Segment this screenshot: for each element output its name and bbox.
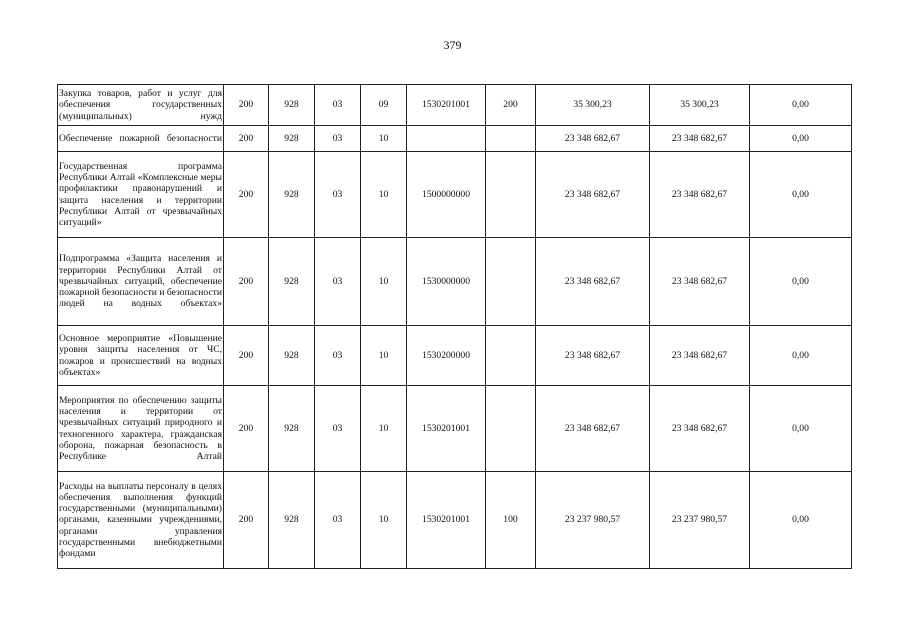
row-amount-planned: 35 300,23 — [536, 85, 650, 126]
row-code-section: 03 — [315, 85, 361, 126]
row-amount-executed: 35 300,23 — [650, 85, 750, 126]
row-code-section: 03 — [315, 126, 361, 152]
row-amount-planned: 23 348 682,67 — [536, 152, 650, 238]
row-code-admin: 200 — [224, 326, 269, 386]
table-row — [58, 126, 852, 152]
row-name: Государственная программа Республики Алтай «Комплексные меры профилактики правонарушений и защита населения и территории Республики Алтай от чрезвычайных ситуаций» — [58, 152, 224, 238]
row-amount-planned: 23 237 980,57 — [536, 472, 650, 569]
row-code-ministry: 928 — [269, 85, 315, 126]
row-code-section: 03 — [315, 152, 361, 238]
row-code-admin: 200 — [224, 386, 269, 472]
row-amount-remainder: 0,00 — [750, 152, 852, 238]
table-row — [58, 326, 852, 386]
row-amount-planned: 23 348 682,67 — [536, 126, 650, 152]
row-code-expense-type: 200 — [486, 85, 536, 126]
row-amount-executed: 23 237 980,57 — [650, 472, 750, 569]
row-code-target: 1530201001 — [407, 386, 486, 472]
row-code-expense-type — [486, 326, 536, 386]
row-name: Обеспечение пожарной безопасности — [58, 126, 224, 152]
row-code-expense-type — [486, 238, 536, 326]
budget-table — [57, 84, 852, 569]
row-code-ministry: 928 — [269, 126, 315, 152]
row-amount-remainder: 0,00 — [750, 238, 852, 326]
row-code-ministry: 928 — [269, 152, 315, 238]
row-code-subsection: 10 — [361, 472, 407, 569]
row-code-subsection: 10 — [361, 126, 407, 152]
row-code-section: 03 — [315, 326, 361, 386]
row-amount-remainder: 0,00 — [750, 326, 852, 386]
table-row — [58, 152, 852, 238]
row-code-target — [407, 126, 486, 152]
row-amount-remainder: 0,00 — [750, 126, 852, 152]
row-code-target: 1530000000 — [407, 238, 486, 326]
row-amount-planned: 23 348 682,67 — [536, 326, 650, 386]
row-amount-executed: 23 348 682,67 — [650, 326, 750, 386]
row-code-ministry: 928 — [269, 238, 315, 326]
table-row — [58, 238, 852, 326]
row-code-subsection: 10 — [361, 152, 407, 238]
row-code-ministry: 928 — [269, 472, 315, 569]
table-row — [58, 386, 852, 472]
row-code-admin: 200 — [224, 238, 269, 326]
row-code-section: 03 — [315, 472, 361, 569]
row-code-admin: 200 — [224, 85, 269, 126]
row-code-ministry: 928 — [269, 326, 315, 386]
row-code-subsection: 10 — [361, 326, 407, 386]
row-name: Мероприятия по обеспечению защиты населения и территории от чрезвычайных ситуаций природного и техногенного характера, гражданская оборона, пожарная безопасность в Республике Алтай — [58, 386, 224, 472]
row-amount-executed: 23 348 682,67 — [650, 238, 750, 326]
row-amount-executed: 23 348 682,67 — [650, 386, 750, 472]
row-amount-planned: 23 348 682,67 — [536, 386, 650, 472]
row-code-section: 03 — [315, 238, 361, 326]
row-name: Закупка товаров, работ и услуг для обеспечения государственных (муниципальных) нужд — [58, 85, 224, 126]
table-row — [58, 85, 852, 126]
row-code-section: 03 — [315, 386, 361, 472]
row-amount-remainder: 0,00 — [750, 386, 852, 472]
row-code-subsection: 10 — [361, 238, 407, 326]
row-code-expense-type — [486, 152, 536, 238]
row-name: Основное мероприятие «Повышение уровня защиты населения от ЧС, пожаров и происшествий на водных объектах» — [58, 326, 224, 386]
row-code-admin: 200 — [224, 152, 269, 238]
row-code-target: 1530201001 — [407, 85, 486, 126]
row-amount-executed: 23 348 682,67 — [650, 126, 750, 152]
row-amount-remainder: 0,00 — [750, 85, 852, 126]
row-code-target: 1530200000 — [407, 326, 486, 386]
row-name: Подпрограмма «Защита населения и территории Республики Алтай от чрезвычайных ситуаций, обеспечение пожарной безопасности и безопасности людей на водных объектах» — [58, 238, 224, 326]
row-amount-remainder: 0,00 — [750, 472, 852, 569]
row-code-expense-type — [486, 386, 536, 472]
row-code-subsection: 09 — [361, 85, 407, 126]
row-code-expense-type — [486, 126, 536, 152]
row-code-admin: 200 — [224, 472, 269, 569]
row-code-target: 1500000000 — [407, 152, 486, 238]
page-number: 379 — [443, 38, 462, 52]
row-code-expense-type: 100 — [486, 472, 536, 569]
row-code-ministry: 928 — [269, 386, 315, 472]
row-amount-planned: 23 348 682,67 — [536, 238, 650, 326]
row-code-admin: 200 — [224, 126, 269, 152]
row-amount-executed: 23 348 682,67 — [650, 152, 750, 238]
row-code-target: 1530201001 — [407, 472, 486, 569]
row-name: Расходы на выплаты персоналу в целях обеспечения выполнения функций государственными (муниципальными) органами, казенными учреждениями, органами управления государственными внебюджетными фондами — [58, 472, 224, 569]
row-code-subsection: 10 — [361, 386, 407, 472]
table-row — [58, 472, 852, 569]
